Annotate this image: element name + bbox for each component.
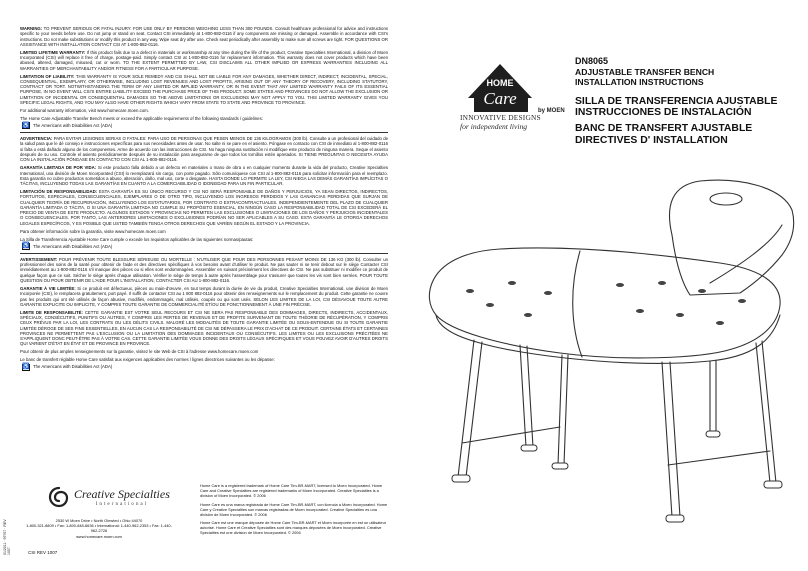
title-es-1: SILLA DE TRANSFERENCIA AJUSTABLE [575, 96, 778, 107]
model-number: DN8065 [575, 56, 609, 66]
title-es-2: INSTRUCCIONES DE INSTALACIÓN [575, 107, 752, 119]
more-info-en: For additional warranty information, visit www.homecare.moen.com. [20, 107, 149, 113]
drain-hole [524, 313, 532, 317]
leg-brace-right [668, 451, 770, 465]
foot-mid-right [706, 431, 720, 437]
more-info-fr: Pour obtenir de plus amples renseignements sur la garantie, visitez le site Web de CSI à l'adresse www.homecare.moen.com [20, 349, 259, 355]
bench-backrest [669, 180, 793, 295]
foot-front-left [452, 475, 470, 482]
leg-brace-left [462, 427, 560, 443]
wheelchair-icon: ♿ [22, 243, 30, 250]
revision-code: CSI REV 1007 [28, 550, 58, 555]
title-block [575, 56, 805, 146]
drain-hole [466, 289, 474, 293]
more-info-es: Para obtener información sobre la garantía, visite www.homecare.moen.com [20, 228, 166, 234]
creative-specialties-logo [48, 486, 170, 508]
title-fr-1: BANC DE TRANSFERT AJUSTABLE [575, 123, 753, 135]
logo-sub: International [95, 500, 149, 507]
drain-hole [636, 309, 644, 313]
ada-intro-fr: Le banc de transfert réglable Home Care satisfait aux exigences applicables des normes / lignes directrices suivantes ou les dépasse: [20, 357, 275, 363]
tagline: INNOVATIVE DESIGNS for independent living [460, 113, 541, 131]
company-address: 2530 W Moen Drive • North Olmsted • Ohio 44070 1-800-321-8809 • Fax: 1-800-848-6636 • International: 1-440-962-2353 • Fax: 1-440-962-2726 www.homecare.moen.com [26, 518, 172, 539]
leg-front-left [458, 340, 482, 477]
leg-mid-right [710, 361, 716, 433]
ada-intro-en: The Home Care Adjustable Transfer Bench meets or exceed the applicable requirements of the following standards / guidelines: [20, 115, 263, 121]
drain-hole [676, 313, 684, 317]
foot-back-left [521, 445, 537, 451]
brand-by-moen: by MOEN [538, 108, 565, 114]
leg-mid-left [558, 355, 568, 465]
backrest-handle [710, 193, 742, 205]
bench-seat [429, 248, 780, 358]
trademark-en: Home Care is a registered trademark of Home Care Tim-BR-MART, licensed to Moen Incorporated. Home Care and Creative Specialties are registered trademarks of Moen Incorporated. Creative Specialties is a division of Moen Incorporated. © 2006 [200, 483, 383, 498]
ada-item-fr: ♿ The Americans with Disabilities Act (ADA) [22, 364, 113, 371]
home-care-logo [458, 58, 568, 116]
warranty-es: GARANTÍA LIMITADA DE POR VIDA: Si este producto falla debido a un defecto en materiales o mano de obra o en cualquier momento durante la vida del producto, Creative Specialties International, una división de Moen Incorporated (CSI) lo reemplazará sin cargo, con porte pagado. Sólo comuníquese con CSI al 1-800-882-0116 para solicitar información para el reemplazo. Esta garantía no cubre productos sometidos a abuso, alteración, daño, mal uso, corte o desgaste. HASTA DONDE LO PERMITE LA LEY, CSI NIEGA LAS DEMÁS GARANTÍAS IMPLÍCITAS O TÁCITAS, INCLUYENDO TODAS LAS GARANTÍAS EN CUANTO A LA COMERCIABILIDAD O IDONEIDAD PARA UN FIN PARTICULAR. [20, 165, 388, 187]
divider [20, 253, 388, 254]
warranty-fr: GARANTIE À VIE LIMITÉE: Si ce produit est défectueux, pièces ou main-d'œuvre, en tout temps durant la durée de vie du produit, Creative Specialties International, une division de Moen Incorporée (CSI), le remplacera gratuitement, port payé. Il suffit de contacter CSI au 1 800 882-0116 pour obtenir des renseignements sur le remplacement du produit. Cette garantie ne couvre pas les produits qui ont été utilisés de façon abusive, modifiés, endommagés, mal utilisés, coupés ou qui sont usés. SELON LES LIMITES DE LA LOI, CSI DÉSAVOUE TOUTE AUTRE GARANTIE EXPLICITE OU IMPLICITE, Y COMPRIS TOUTE GARANTIE DE COMMERCIALITÉ ET/OU DE FONCTIONNEMENT À UNE FIN PRÉCISE. [20, 285, 388, 307]
drain-hole [486, 303, 494, 307]
drain-hole [658, 281, 666, 285]
divider [20, 132, 388, 133]
transfer-bench-illustration [410, 165, 800, 545]
trademark-fr: Home Care est une marque déposée de Home Care Tim-BR-MART et Moen incorporée en est un utilisateur autorisé. Home Care et Creative Specialties sont des marques déposées de Moen Incorporated. Creative Specialties est une division de Moen Incorporated. © 2006 [200, 520, 387, 536]
legal-text-column [20, 26, 388, 374]
brand-line-1: HOME [486, 78, 514, 88]
trademark-es: Home Care es una marca registrada de Home Care Tim-BR-MART, con licencia a Moen Incorporated. Home Care y Creative Specialties son marcas registradas de Moen Incorporated. Creative Specialties es una división de Moen Incorporated. © 2006 [200, 501, 388, 517]
foot-front-right [666, 515, 684, 522]
drain-hole [738, 299, 746, 303]
brand-line-2: Care [483, 89, 517, 108]
trademark-notices [200, 484, 390, 540]
title-en-2: INSTALLATION INSTRUCTIONS [575, 77, 704, 87]
swirl-logo-icon [48, 486, 70, 508]
drain-hole [544, 291, 552, 295]
ada-item-en: ♿ The Americans with Disabilities Act (ADA) [22, 122, 113, 129]
drain-hole [508, 281, 516, 285]
liability-fr: LIMITE DE RESPONSABILITÉ: CETTE GARANTIE EST VOTRE SEUL RECOURS ET CSI NE SERA PAS RESPONSABLE DES DOMMAGES, DIRECTS, INDIRECTS, ACCIDENTAUX, SPÉCIAUX, CONSÉCUTIFS, PUNITIFS OU AUTRES, Y COMPRIS LES PERTES DE REVENUS ET DE PROFITS SURVENANT DE TOUTE THÉORIE DE RÉCUPÉRATION, Y COMPRIS CEUX PRÉVUS PAR LA LOI, LES CONTRATS OU LES DÉLITS CIVILS. MALGRÉ LES MODALITÉS DE TOUTE GARANTIE LIMITÉE OU SOUS-ENTENDUE OU SI TOUTE GARANTIE LIMITÉE DÉROGE DE SES FINS ESSENTIELLES, EN AUCUN CAS LA RESPONSABILITÉ DE CSI NE DÉPASSERA LE PRIX D'ACHAT DE CE PRODUIT. CERTAINS ÉTATS ET CERTAINES PROVINCES NE PERMETTENT PAS L'EXCLUSION OU LA LIMITATION DES DOMMAGES INCIDENTAUX OU CONSÉCUTIFS. LES LIMITES OU LES EXCLUSIONS PRÉCITÉES NE S'APPLIQUENT DONC PEUT-ÊTRE PAS À VOTRE CAS. CETTE GARANTIE LIMITÉE VOUS DONNE DES DROITS LÉGAUX SPÉCIFIQUES ET VOUS POUVEZ AVOIR D'AUTRES DROITS QUI VARIENT D'ÉTAT EN ÉTAT ET DE PROVINCE EN PROVINCE. [20, 309, 389, 347]
warning-fr: AVERTISSEMENT: POUR PRÉVENIR TOUTE BLESSURE SÉRIEUSE OU MORTELLE : N'UTILISER QUE POUR DES PERSONNES PESANT MOINS DE 136 KG (300 lb). Consulter un professionnel des soins de la santé pour obtenir de l'aide et des directives spécifiques à vos besoins avant d'utiliser le produit. Ne pas sauter ni se tenir debout sur le siège Contacter CSI immédiatement au 1-800-882-0116 s'il manque des pièces ou si elles sont endommagées. Assembler en suivant précisément les directives de CSI. Ne pas substituer ni modifier ce produit de quelque façon que ce soit. Sécher le siège après chaque utilisation. Vérifier le siège de temps à autre après l'assemblage pour s'assurer que toutes les vis sont bien serrées. POUR TOUTE QUESTION OU POUR OBTENIR DE L'AIDE POUR L'INSTALLATION, CONTACTER CSI AU 1-800-882-0116. [20, 256, 388, 284]
ada-intro-es: La Silla de Transferencia Ajustable Home Care cumple o excede los requisitos aplicables de las siguientes normas/pautas: [20, 236, 254, 242]
warranty-en: LIMITED LIFETIME WARRANTY: If this product fails due to a defect in materials or workmanship at any time during the life of the product, Creative Specialties International, a division of Moen Incorporated (CSI) will replace it free of charge, postage-paid. Simply contact CSI at 1-800-882-0116 for replacement information. This warranty does not cover products which have been abused, altered, damaged, misused, cut or worn. TO THE EXTENT PERMITTED BY LAW, CSI DISCLAIMS ALL OTHER IMPLIED OR EXPRESS WARRANTIES INCLUDING ALL WARRANTIES OF MERCHANTABILITY AND/OR FITNESS FOR A PARTICULAR PURPOSE. [20, 49, 388, 71]
warning-en: WARNING: TO PREVENT SERIOUS OR FATAL INJURY: FOR USE ONLY BY PERSONS WEIGHING LESS THAN 300 POUNDS. Consult healthcare professional for advice and instructions specific to your needs before use. Do not jump or stand on seat. Contact CSI immediately at 1-800-882-0116 if any components are missing or damaged. Assemble in accordance with CSI's instructions. Do not make substitutions or modify this product in any way. Wipe seat dry after use. Check seat periodically after assembly to make sure all screws are tight. FOR QUESTIONS OR ASSISTANCE WITH INSTALLATION CONTACT CSI AT 1-800-882-0116. [20, 26, 388, 47]
title-fr-2: DIRECTIVES D' INSTALLATION [575, 134, 728, 146]
foot-mid-left [552, 463, 568, 469]
leg-front-right [662, 362, 680, 517]
drain-hole [716, 321, 724, 325]
seat-seam [573, 251, 582, 357]
wheelchair-icon: ♿ [22, 364, 30, 371]
foot-back-right [764, 481, 782, 488]
wheelchair-icon: ♿ [22, 122, 30, 129]
backrest-rail [710, 225, 782, 283]
warning-es: ADVERTENCIA: PARA EVITAR LESIONES SERIAS O FATALES: PARA USO DE PERSONAS QUE PESEN MENOS DE 136 KILOGRAMOS (300 lb). Consulte a un profesional del cuidado de la salud para que le dé consejo e instrucciones específicas para sus necesidades antes de usar. No salte ni se pare en el asiento. Póngase en contacto con CSI de inmediato al 1-800-882-0116 si falta o está dañado alguno de los componentes. Arme de acuerdo con las instrucciones de CSI. No haga ninguna sustitución ni modifique este producto de ninguna manera. Seque el asiento después de su uso. Controle el asiento periódicamente después de su instalación para asegurarse de que todos los tornillos estén apretados. SI TIENE PREGUNTAS O NECESITA AYUDA CON LA INSTALACIÓN PÓNGASE EN CONTACTO CON CSI AL 1-800-882-0116. [20, 136, 388, 163]
title-en-1: ADJUSTABLE TRANSFER BENCH [575, 67, 715, 77]
logo-name: Creative Specialties [74, 486, 170, 501]
drain-hole [698, 289, 706, 293]
ada-item-es: ♿ The Americans with Disabilities Act (ADA) [22, 243, 113, 250]
print-code: 01/2011 · 99767 · REV 1007 [3, 519, 11, 555]
liability-en: LIMITATION OF LIABILITY: THIS WARRANTY IS YOUR SOLE REMEDY AND CSI SHALL NOT BE LIABLE FOR ANY DAMAGES, WHETHER DIRECT, INDIRECT, INCIDENTAL, SPECIAL, CONSEQUENTIAL, EXEMPLARY, OR OTHERWISE, INCLUDING LOST REVENUES AND LOST PROFITS, ARISING OUT OF ANY THEORY OF RECOVERY, INCLUDING STATUTORY, CONTRACT OR TORT. NOTWITHSTANDING THE TERM OF ANY LIMITED OR IMPLIED WARRANTY, OR IN THE EVENT THAT ANY LIMITED WARRANTY FAILS OF ITS ESSENTIAL PURPOSE, IN NO EVENT WILL CSI'S ENTIRE LIABILITY EXCEED THE PURCHASE PRICE OF THIS PRODUCT. SOME STATES AND PROVINCES DO NOT ALLOW THE EXCLUSION OR LIMITATION OF INCIDENTAL OR CONSEQUENTIAL DAMAGES SO THE ABOVE LIMITATIONS OR EXCLUSIONS MAY NOT APPLY TO YOU. THIS LIMITED WARRANTY GIVES YOU SPECIFIC LEGAL RIGHTS, AND YOU MAY ALSO HAVE OTHER RIGHTS WHICH VARY FROM STATE TO STATE AND PROVINCE TO PROVINCE. [20, 73, 388, 106]
leg-back-right [756, 341, 776, 483]
liability-es: LIMITACIÓN DE RESPONSABILIDAD: ESTA GARANTÍA ES SU ÚNICO RECURSO Y CSI NO SERÁ RESPONSABLE DE DAÑOS Y PERJUICIOS, YA SEAN DIRECTOS, INDIRECTOS, FORTUITOS, ESPECIALES, CONSECUENCIALES, EJEMPLARES O DE OTRO TIPO, INCLUYENDO LOS INGRESOS PERDIDOS Y LAS GANANCIAS PERDIDAS QUE SURJAN DE CUALQUIER TEORÍA DE RECUPERACIÓN, INCLUYENDO LOS ESTATUTARIOS, POR CONTRATO O EXTRACONTRACTUALES. INDEPENDIENTEMENTE DEL PLAZO DE CUALQUIER GARANTÍA LIMITADA O TÁCITA, O SI UNA GARANTÍA LIMITADA NO CUMPLE SU PROPÓSITO ESENCIAL, EN NINGÚN CASO LA RESPONSABILIDAD TOTAL DE CSI EXCEDERÁ EL PRECIO DE VENTA DE ESTE PRODUCTO. ALGUNOS ESTADOS Y PROVINCIAS NO PERMITEN LAS EXCLUSIONES O LIMITACIONES DE LOS DAÑOS Y PERJUICIOS INCIDENTALES O CONSECUENCIALES. POR TANTO, LAS ANTERIORES LIMITACIONES O EXCLUSIONES PODRÍAN NO SER APLICABLES A SU CASO. ESTA GARANTÍA LE OTORGA DERECHOS LEGALES ESPECÍFICOS, Y ES POSIBLE QUE USTED TAMBIÉN TENGA OTROS DERECHOS QUE VARÍEN SEGÚN EL ESTADO Y LA PROVINCIA. [20, 188, 389, 226]
drain-hole [616, 283, 624, 287]
